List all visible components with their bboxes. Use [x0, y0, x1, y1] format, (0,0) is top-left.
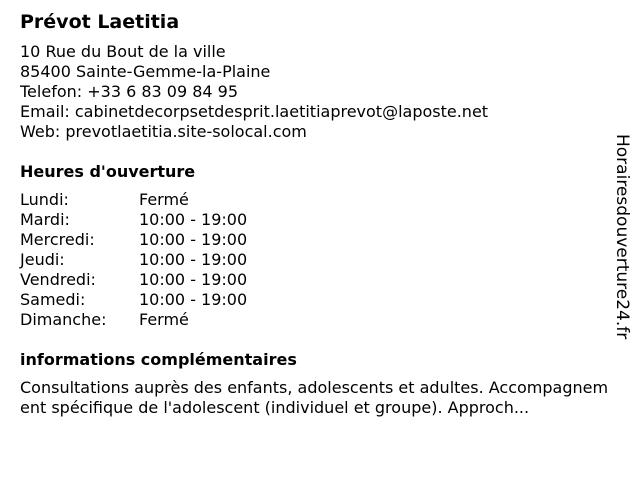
- contact-block: [20, 42, 610, 142]
- hours-row-monday: [20, 190, 610, 210]
- email-text: Email: cabinetdecorpsetdesprit.laetitiaprevot@laposte.net: [20, 102, 489, 121]
- hours-time: 10:00 - 19:00: [139, 290, 248, 309]
- phone-text: Telefon: +33 6 83 09 84 95: [20, 82, 239, 101]
- additional-info-text: Consultations auprès des enfants, adolescents et adultes. Accompagnement spécifique de l'adolescent (individuel et groupe). Approch...: [20, 378, 609, 417]
- hours-time: 10:00 - 19:00: [139, 270, 248, 289]
- hours-row-wednesday: [20, 230, 610, 250]
- address-street: 10 Rue du Bout de la ville: [20, 42, 226, 61]
- hours-day: Jeudi:: [20, 250, 65, 269]
- hours-row-friday: [20, 270, 610, 290]
- hours-time: 10:00 - 19:00: [139, 210, 248, 229]
- hours-day: Mercredi:: [20, 230, 95, 249]
- site-watermark: Horairesdouverture24.fr: [612, 134, 632, 340]
- business-name: Prévot Laetitia: [20, 11, 180, 33]
- hours-row-thursday: [20, 250, 610, 270]
- hours-day: Vendredi:: [20, 270, 96, 289]
- hours-day: Lundi:: [20, 190, 69, 209]
- hours-day: Mardi:: [20, 210, 70, 229]
- hours-day: Dimanche:: [20, 310, 107, 329]
- hours-time: 10:00 - 19:00: [139, 230, 248, 249]
- hours-row-sunday: [20, 310, 610, 330]
- hours-row-saturday: [20, 290, 610, 310]
- business-card: [20, 10, 610, 418]
- hours-time: Fermé: [139, 190, 189, 209]
- hours-time: 10:00 - 19:00: [139, 250, 248, 269]
- additional-info-heading: informations complémentaires: [20, 350, 297, 369]
- hours-day: Samedi:: [20, 290, 86, 309]
- website-text: Web: prevotlaetitia.site-solocal.com: [20, 122, 307, 141]
- hours-time: Fermé: [139, 310, 189, 329]
- opening-hours-heading: Heures d'ouverture: [20, 162, 196, 181]
- hours-row-tuesday: [20, 210, 610, 230]
- opening-hours-table: [20, 190, 610, 330]
- address-city: 85400 Sainte-Gemme-la-Plaine: [20, 62, 271, 81]
